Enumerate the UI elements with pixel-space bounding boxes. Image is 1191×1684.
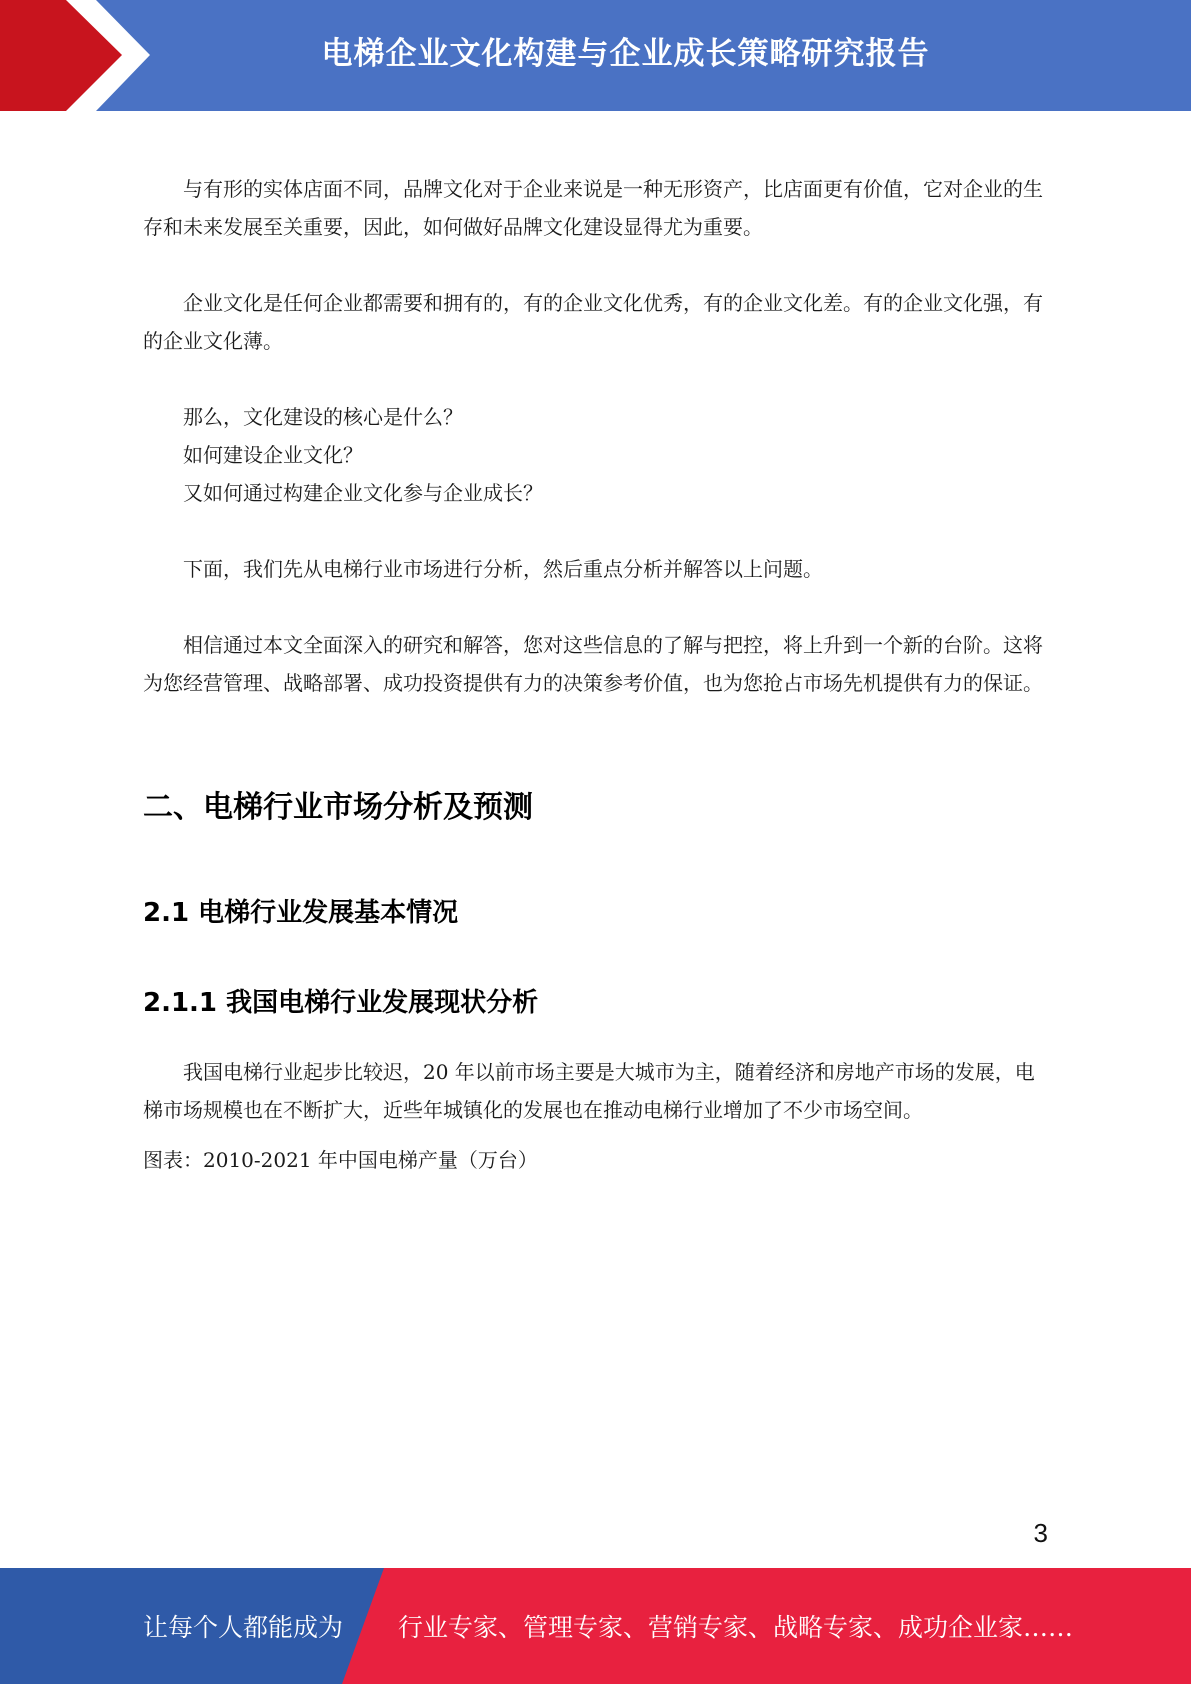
section-2-heading: 二、电梯行业市场分析及预测 (143, 790, 533, 825)
intro-paragraph-1: 与有形的实体店面不同，品牌文化对于企业来说是一种无形资产，比店面更有价值，它对企业的生存和未来发展至关重要，因此，如何做好品牌文化建设显得尤为重要。 (143, 177, 1043, 239)
section-2-1-heading: 2.1 电梯行业发展基本情况 (143, 898, 459, 928)
intro-body (143, 170, 1048, 702)
footer-slogan-right: 行业专家、管理专家、营销专家、战略专家、成功企业家…… (398, 1613, 1074, 1642)
intro-question-2: 如何建设企业文化？ (183, 443, 363, 467)
page-number: 3 (1033, 1518, 1048, 1548)
chart-caption: 图表：2010-2021 年中国电梯产量（万台） (143, 1148, 538, 1172)
intro-paragraph-4: 相信通过本文全面深入的研究和解答，您对这些信息的了解与把控，将上升到一个新的台阶。这将为您经营管理、战略部署、成功投资提供有力的决策参考价值，也为您抢占市场先机提供有力的保证。 (143, 633, 1043, 695)
intro-paragraph-3: 下面，我们先从电梯行业市场进行分析，然后重点分析并解答以上问题。 (183, 557, 823, 581)
header-arrow-icon (0, 0, 140, 111)
report-title: 电梯企业文化构建与企业成长策略研究报告 (321, 35, 930, 72)
footer-slogan-left: 让每个人都能成为 (143, 1613, 344, 1642)
intro-question-1: 那么，文化建设的核心是什么？ (183, 405, 463, 429)
page-header (0, 0, 1191, 111)
intro-question-3: 又如何通过构建企业文化参与企业成长？ (183, 481, 543, 505)
page-footer (0, 1568, 1191, 1684)
section-2-body (143, 1053, 1048, 1179)
section-2-1-1-heading: 2.1.1 我国电梯行业发展现状分析 (143, 988, 539, 1018)
intro-paragraph-2: 企业文化是任何企业都需要和拥有的，有的企业文化优秀，有的企业文化差。有的企业文化强，有的企业文化薄。 (143, 291, 1043, 353)
section-2-paragraph: 我国电梯行业起步比较迟，20 年以前市场主要是大城市为主，随着经济和房地产市场的发展，电梯市场规模也在不断扩大，近些年城镇化的发展也在推动电梯行业增加了不少市场空间。 (143, 1060, 1035, 1122)
